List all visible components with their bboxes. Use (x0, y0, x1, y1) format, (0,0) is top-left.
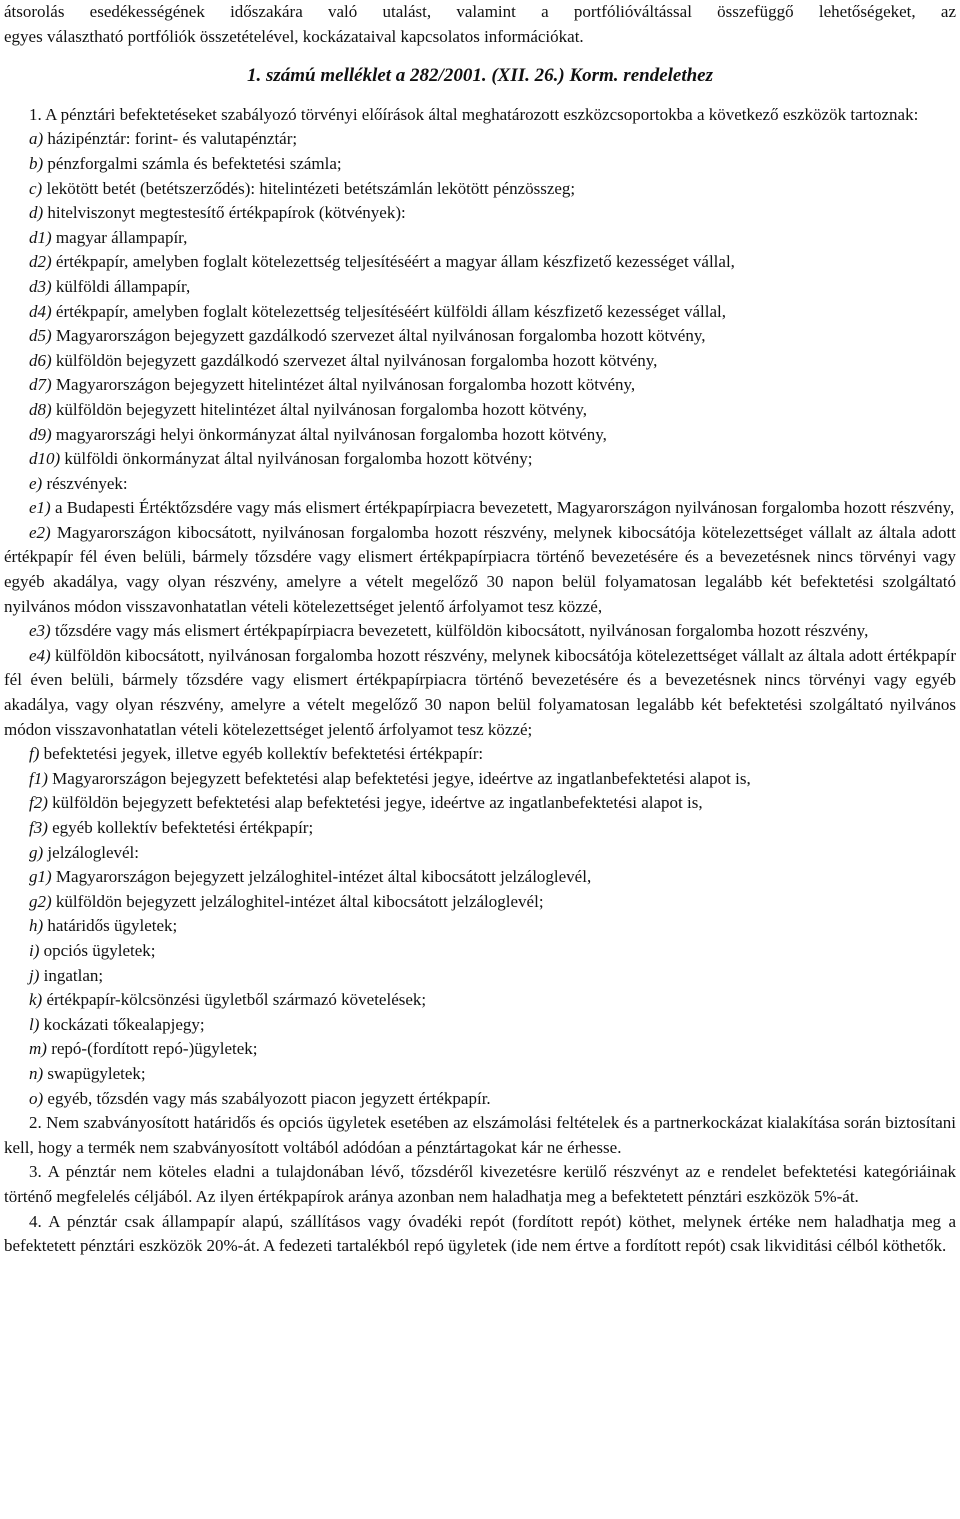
item-label: n) (29, 1063, 44, 1083)
item-text: külföldön bejegyzett hitelintézet által nyilvánosan forgalomba hozott kötvény, (55, 399, 588, 419)
list-item (4, 988, 956, 1013)
item-label: d) (29, 203, 44, 223)
item-label: d2) (29, 252, 52, 272)
item-label: e) (29, 473, 43, 493)
section-2-text: Nem szabványosított határidős és opciós ügyletek esetében az elszámolási feltételek és a partnerkockázat kialakítása során biztosítani kell, hogy a termék nem szabványosított voltából adódóan a pénztártagokat kár ne érhesse. (4, 1113, 957, 1157)
item-text: a Budapesti Értéktőzsdére vagy más elismert értékpapírpiacra bevezetett, Magyarországon nyilvánosan forgalomba hozott részvény, (54, 498, 955, 518)
item-text: külföldön bejegyzett jelzáloghitel-intézet által kibocsátott jelzáloglevél; (55, 891, 544, 911)
list-item (4, 423, 956, 448)
item-text: repó-(fordított repó-)ügyletek; (51, 1039, 258, 1059)
item-text: Magyarországon bejegyzett hitelintézet által nyilvánosan forgalomba hozott kötvény, (55, 375, 636, 395)
list-item (4, 1087, 956, 1112)
item-label: k) (29, 990, 43, 1010)
section-3-number: 3. (29, 1162, 42, 1182)
item-label: h) (29, 916, 44, 936)
item-label: e1) (29, 498, 51, 518)
item-text: házipénztár: forint- és valutapénztár; (47, 129, 298, 149)
item-e1 (4, 496, 956, 521)
item-text: jelzáloglevél: (47, 842, 139, 862)
list-item (4, 939, 956, 964)
item-text: tőzsdére vagy más elismert értékpapírpiacra bevezetett, külföldön kibocsátott, nyilvánosan forgalomba hozott részvény, (54, 621, 869, 641)
list-item (4, 767, 956, 792)
list-item (4, 324, 956, 349)
list-item (4, 964, 956, 989)
item-text: opciós ügyletek; (43, 940, 156, 960)
list-item (4, 472, 956, 497)
item-label: b) (29, 153, 44, 173)
item-text: külföldi önkormányzat által nyilvánosan forgalomba hozott kötvény; (64, 449, 533, 469)
list-item (4, 398, 956, 423)
list-item (4, 349, 956, 374)
list-item (4, 1037, 956, 1062)
item-text: swapügyletek; (47, 1063, 146, 1083)
section-2-number: 2. (29, 1113, 42, 1133)
list-item (4, 201, 956, 226)
item-label: g) (29, 842, 44, 862)
item-text: Magyarországon kibocsátott, nyilvánosan forgalomba hozott részvény, melynek kibocsátója kötelezettséget vállalt az általa adott értékpapír fél éven belüli, bármely tőzsdére vagy elismert értékpapírpiacra történő bevezetésére és a bevezetésnek nincs törvényi vagy egyéb akadálya, vagy olyan részvény, amelyre a vételt megelőző 30 napon belül folyamatosan legalább két befektetési szolgáltató nyilvános módon visszavonhatatlan vételi kötelezettséget jelentő árfolyamot tesz közzé, (4, 522, 956, 616)
intro-line-1 (4, 0, 956, 25)
item-text: értékpapír, amelyben foglalt kötelezettség teljesítéséért külföldi állam készfizető kezességet vállal, (55, 301, 726, 321)
item-text: értékpapír, amelyben foglalt kötelezettség teljesítéséért a magyar állam készfizető kezességet vállal, (55, 252, 735, 272)
item-text: külföldi állampapír, (55, 276, 191, 296)
section-4-number: 4. (29, 1211, 42, 1231)
item-text: magyarországi helyi önkormányzat által nyilvánosan forgalomba hozott kötvény, (55, 424, 607, 444)
item-label: f3) (29, 818, 48, 837)
item-text: lekötött betét (betétszerződés): hitelintézeti betétszámlán lekötött pénzösszeg; (46, 178, 576, 198)
item-label: e3) (29, 621, 51, 641)
item-label: c) (29, 178, 43, 198)
item-label: d3) (29, 276, 52, 296)
list-item (4, 742, 956, 767)
item-label: d10) (29, 449, 61, 469)
list-item (4, 250, 956, 275)
item-label: e4) (29, 645, 51, 665)
list-item (4, 152, 956, 177)
section-1 (4, 103, 956, 128)
item-label: g1) (29, 867, 52, 887)
list-item (4, 300, 956, 325)
item-text: külföldön kibocsátott, nyilvánosan forgalomba hozott részvény, melynek kibocsátója kötelezettséget vállalt az általa adott értékpapír fél éven belüli, bármely tőzsdére vagy elismert értékpapírpiacra történő bevezetésére és a bevezetésnek nincs törvényi vagy egyéb akadálya, vagy olyan részvény, amelyre a vételt megelőző 30 napon belül folyamatosan legalább két befektetési szolgáltató nyilvános módon visszavonhatatlan vételi kötelezettséget jelentő árfolyamot tesz közzé; (4, 645, 957, 739)
item-text: külföldön bejegyzett befektetési alap befektetési jegye, ideértve az ingatlanbefektetési alapot is, (52, 793, 703, 813)
item-text: Magyarországon bejegyzett jelzáloghitel-intézet által kibocsátott jelzáloglevél, (55, 867, 592, 887)
list-item (4, 914, 956, 939)
item-label: d4) (29, 301, 52, 321)
list-item (4, 1062, 956, 1087)
section-1-number: 1. (29, 104, 42, 124)
item-label: i) (29, 940, 40, 960)
annex-title: 1. számú melléklet a 282/2001. (XII. 26.) Korm. rendelethez (246, 65, 714, 87)
list-item (4, 275, 956, 300)
intro-text-2: egyes választható portfóliók összetételével, kockázataival kapcsolatos információkat. (4, 26, 584, 46)
item-label: l) (29, 1014, 40, 1034)
item-label: f2) (29, 793, 48, 813)
item-label: d1) (29, 227, 52, 247)
item-label: d7) (29, 375, 52, 395)
item-e3 (4, 619, 956, 644)
item-text: ingatlan; (43, 965, 104, 985)
intro-line-2 (4, 25, 956, 50)
item-text: Magyarországon bejegyzett gazdálkodó szervezet által nyilvánosan forgalomba hozott kötvény, (55, 326, 706, 346)
item-text: egyéb, tőzsdén vagy más szabályozott piacon jegyzett értékpapír. (47, 1088, 491, 1108)
list-item (4, 373, 956, 398)
list-item (4, 841, 956, 866)
item-e4 (4, 644, 956, 742)
item-e2 (4, 521, 956, 619)
item-text: részvények: (46, 473, 128, 493)
intro-text-1: átsorolás esedékességének időszakára való utalást, valamint a portfólióváltással összefüggő lehetőségeket, az (4, 2, 956, 21)
list-item (4, 447, 956, 472)
item-label: g2) (29, 891, 52, 911)
item-label: j) (29, 965, 40, 985)
list-item (4, 865, 956, 890)
item-label: e2) (29, 522, 51, 542)
item-label: f) (29, 744, 40, 764)
list-item (4, 791, 956, 816)
item-label: d6) (29, 350, 52, 370)
item-label: m) (29, 1039, 47, 1059)
section-3 (4, 1160, 956, 1209)
section-4-text: A pénztár csak állampapír alapú, szállításos vagy óvadéki repót (fordított repót) köthet, melynek értéke nem haladhatja meg a befektetett pénztári eszközök 20%-át. A fedezeti tartalékból repó ügyletek (ide nem értve a fordított repót) csak likviditási célból köthetők. (4, 1211, 957, 1256)
item-label: d5) (29, 326, 52, 346)
list-item (4, 890, 956, 915)
asset-list-f-o (4, 742, 956, 1111)
item-label: f1) (29, 768, 48, 788)
item-text: határidős ügyletek; (47, 916, 178, 936)
list-item (4, 816, 956, 841)
item-text: Magyarországon bejegyzett befektetési alap befektetési jegye, ideértve az ingatlanbefektetési alapot is, (52, 768, 751, 788)
item-label: a) (29, 129, 44, 149)
list-item (4, 1013, 956, 1038)
item-text: egyéb kollektív befektetési értékpapír; (52, 818, 314, 837)
section-3-text: A pénztár nem köteles eladni a tulajdonában lévő, tőzsdéről kivezetésre kerülő részvényt az e rendelet befektetési kategóriáinak történő megfelelés céljából. Az ilyen értékpapírok aránya azonban nem haladhatja meg a befektetett pénztári eszközök 5%-át. (4, 1162, 956, 1206)
item-text: külföldön bejegyzett gazdálkodó szervezet által nyilvánosan forgalomba hozott kötvény, (55, 350, 658, 370)
section-1-text: A pénztári befektetéseket szabályozó törvényi előírások által meghatározott eszközcsoportokba a következő eszközök tartoznak: (45, 104, 919, 124)
item-label: d8) (29, 399, 52, 419)
item-text: pénzforgalmi számla és befektetési számla; (47, 153, 342, 173)
asset-list-a-e (4, 127, 956, 496)
item-text: befektetési jegyek, illetve egyéb kollektív befektetési értékpapír: (43, 744, 484, 764)
list-item (4, 177, 956, 202)
section-2 (4, 1111, 956, 1160)
section-4 (4, 1210, 956, 1259)
item-text: hitelviszonyt megtestesítő értékpapírok (kötvények): (47, 203, 406, 223)
item-label: d9) (29, 424, 52, 444)
list-item (4, 127, 956, 152)
item-label: o) (29, 1088, 44, 1108)
list-item (4, 226, 956, 251)
item-text: értékpapír-kölcsönzési ügyletből származó követelések; (46, 990, 427, 1010)
item-text: kockázati tőkealapjegy; (43, 1014, 205, 1034)
item-text: magyar állampapír, (55, 227, 188, 247)
